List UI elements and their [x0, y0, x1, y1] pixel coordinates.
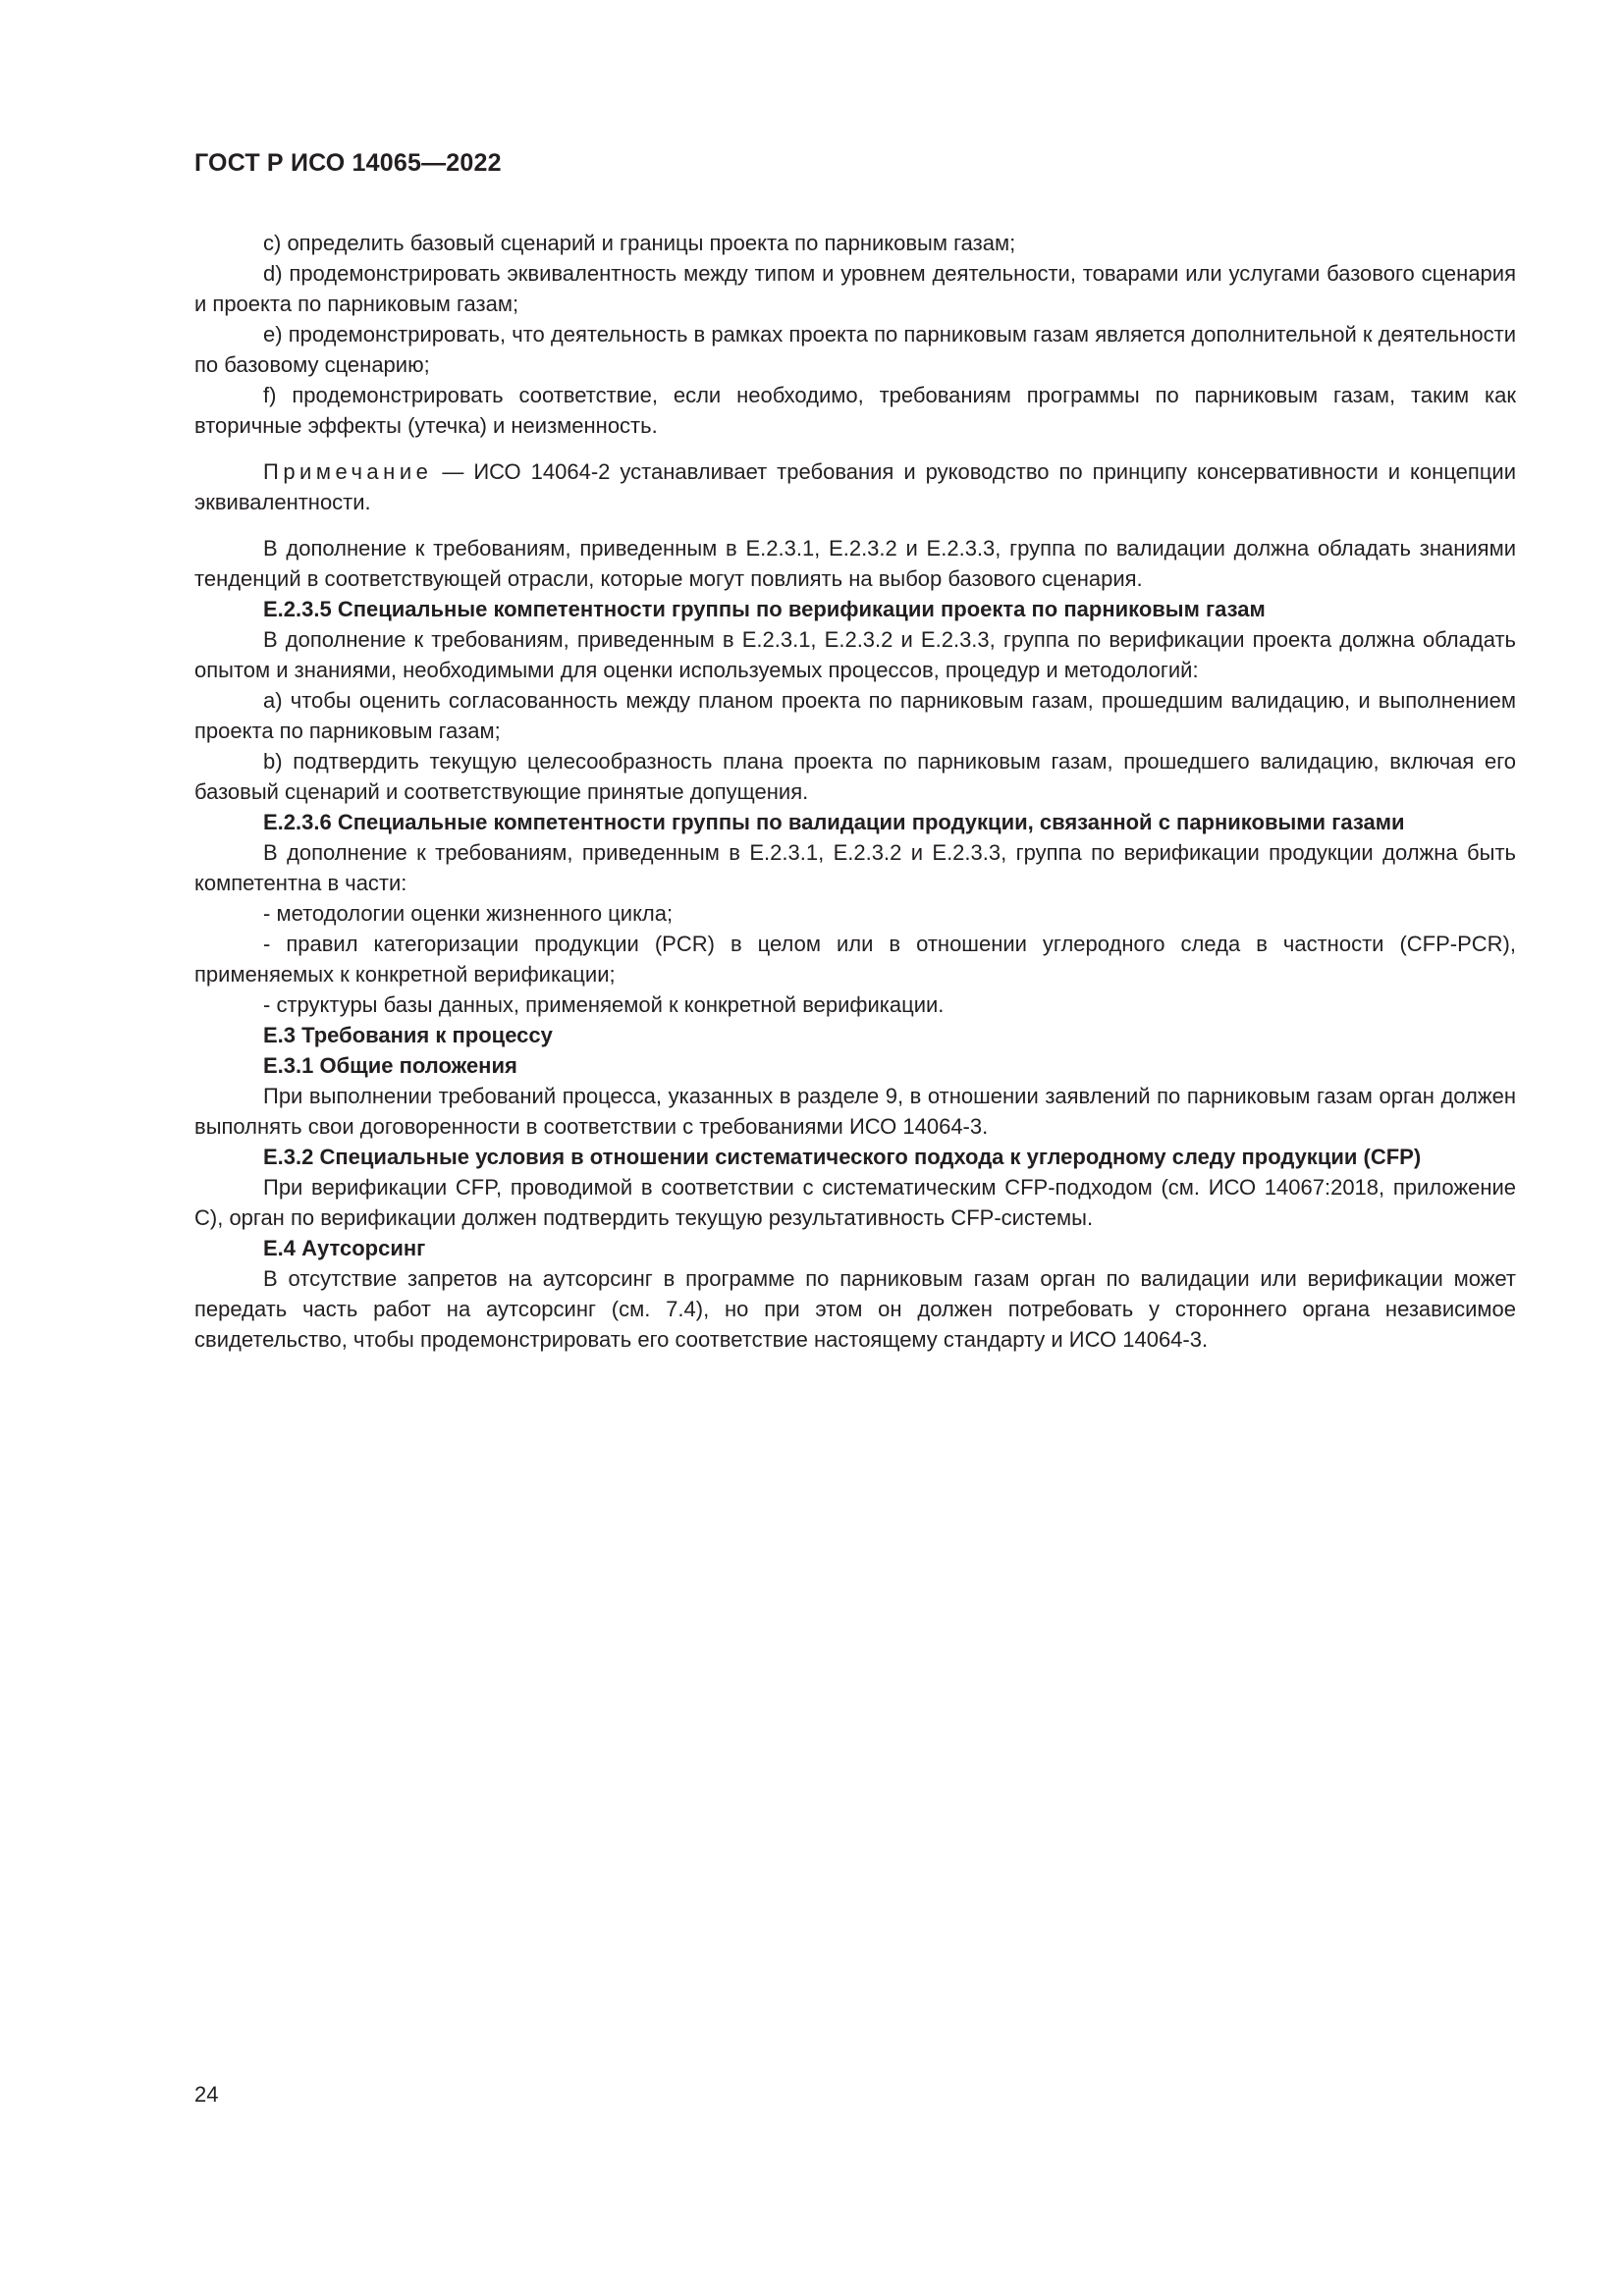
- section-heading-e235: Е.2.3.5 Специальные компетентности группы по верификации проекта по парниковым газам: [263, 597, 1266, 621]
- e236-list-item: - методологии оценки жизненного цикла;: [263, 901, 674, 926]
- e236-intro-paragraph: В дополнение к требованиям, приведенным в Е.2.3.1, Е.2.3.2 и Е.2.3.3, группа по верификации продукции должна быть компетентна в части:: [194, 840, 1516, 895]
- e4-paragraph: В отсутствие запретов на аутсорсинг в программе по парниковым газам орган по валидации или верификации может передать часть работ на аутсорсинг (см. 7.4), но при этом он должен потребовать у стороннего органа независимое свидетельство, чтобы продемонстрировать его соответствие настоящему стандарту и ИСО 14064-3.: [194, 1266, 1516, 1352]
- e235-item-b: b) подтвердить текущую целесообразность плана проекта по парниковым газам, прошедшего валидацию, включая его базовый сценарий и соответствующие принятые допущения.: [194, 749, 1516, 804]
- section-heading-e236: Е.2.3.6 Специальные компетентности группы по валидации продукции, связанной с парниковыми газами: [263, 810, 1405, 834]
- note-label: Примечание: [263, 459, 433, 484]
- page-number: 24: [194, 2082, 219, 2107]
- e32-paragraph: При верификации CFP, проводимой в соответствии с систематическим CFP-подходом (см. ИСО 14067:2018, приложение С), орган по верификации должен подтвердить текущую результативность CFP-системы.: [194, 1175, 1516, 1230]
- list-item-e: е) продемонстрировать, что деятельность в рамках проекта по парниковым газам является дополнительной к деятельности по базовому сценарию;: [194, 322, 1516, 377]
- note-text: — ИСО 14064-2 устанавливает требования и руководство по принципу консервативности и концепции эквивалентности.: [194, 459, 1516, 514]
- note-paragraph: [194, 456, 1516, 517]
- e235-item-a: а) чтобы оценить согласованность между планом проекта по парниковым газам, прошедшим валидацию, и выполнением проекта по парниковым газам;: [194, 688, 1516, 743]
- page-header-standard-code: ГОСТ Р ИСО 14065—2022: [194, 149, 502, 177]
- e236-list-item: - структуры базы данных, применяемой к конкретной верификации.: [263, 992, 945, 1017]
- list-item-f: f) продемонстрировать соответствие, если необходимо, требованиям программы по парниковым газам, таким как вторичные эффекты (утечка) и неизменность.: [194, 383, 1516, 438]
- section-heading-e32: Е.3.2 Специальные условия в отношении систематического подхода к углеродному следу продукции (CFP): [263, 1145, 1422, 1169]
- e235-intro-paragraph: В дополнение к требованиям, приведенным в Е.2.3.1, Е.2.3.2 и Е.2.3.3, группа по верификации проекта должна обладать опытом и знаниями, необходимыми для оценки используемых процессов, процедур и методологий:: [194, 627, 1516, 682]
- list-item-c: с) определить базовый сценарий и границы проекта по парниковым газам;: [263, 231, 1016, 255]
- section-heading-e4: Е.4 Аутсорсинг: [263, 1236, 426, 1260]
- e236-list-item: - правил категоризации продукции (PCR) в целом или в отношении углеродного следа в частности (CFP-PCR), применяемых к конкретной верификации;: [194, 932, 1516, 987]
- validation-addition-paragraph: В дополнение к требованиям, приведенным в Е.2.3.1, Е.2.3.2 и Е.2.3.3, группа по валидации должна обладать знаниями тенденций в соответствующей отрасли, которые могут повлиять на выбор базового сценария.: [194, 536, 1516, 591]
- section-heading-e31: Е.3.1 Общие положения: [263, 1053, 517, 1078]
- e31-paragraph: При выполнении требований процесса, указанных в разделе 9, в отношении заявлений по парниковым газам орган должен выполнять свои договоренности в соответствии с требованиями ИСО 14064-3.: [194, 1084, 1516, 1139]
- list-item-d: d) продемонстрировать эквивалентность между типом и уровнем деятельности, товарами или услугами базового сценария и проекта по парниковым газам;: [194, 261, 1516, 316]
- document-body: [194, 228, 1516, 1355]
- section-heading-e3: Е.3 Требования к процессу: [263, 1023, 553, 1047]
